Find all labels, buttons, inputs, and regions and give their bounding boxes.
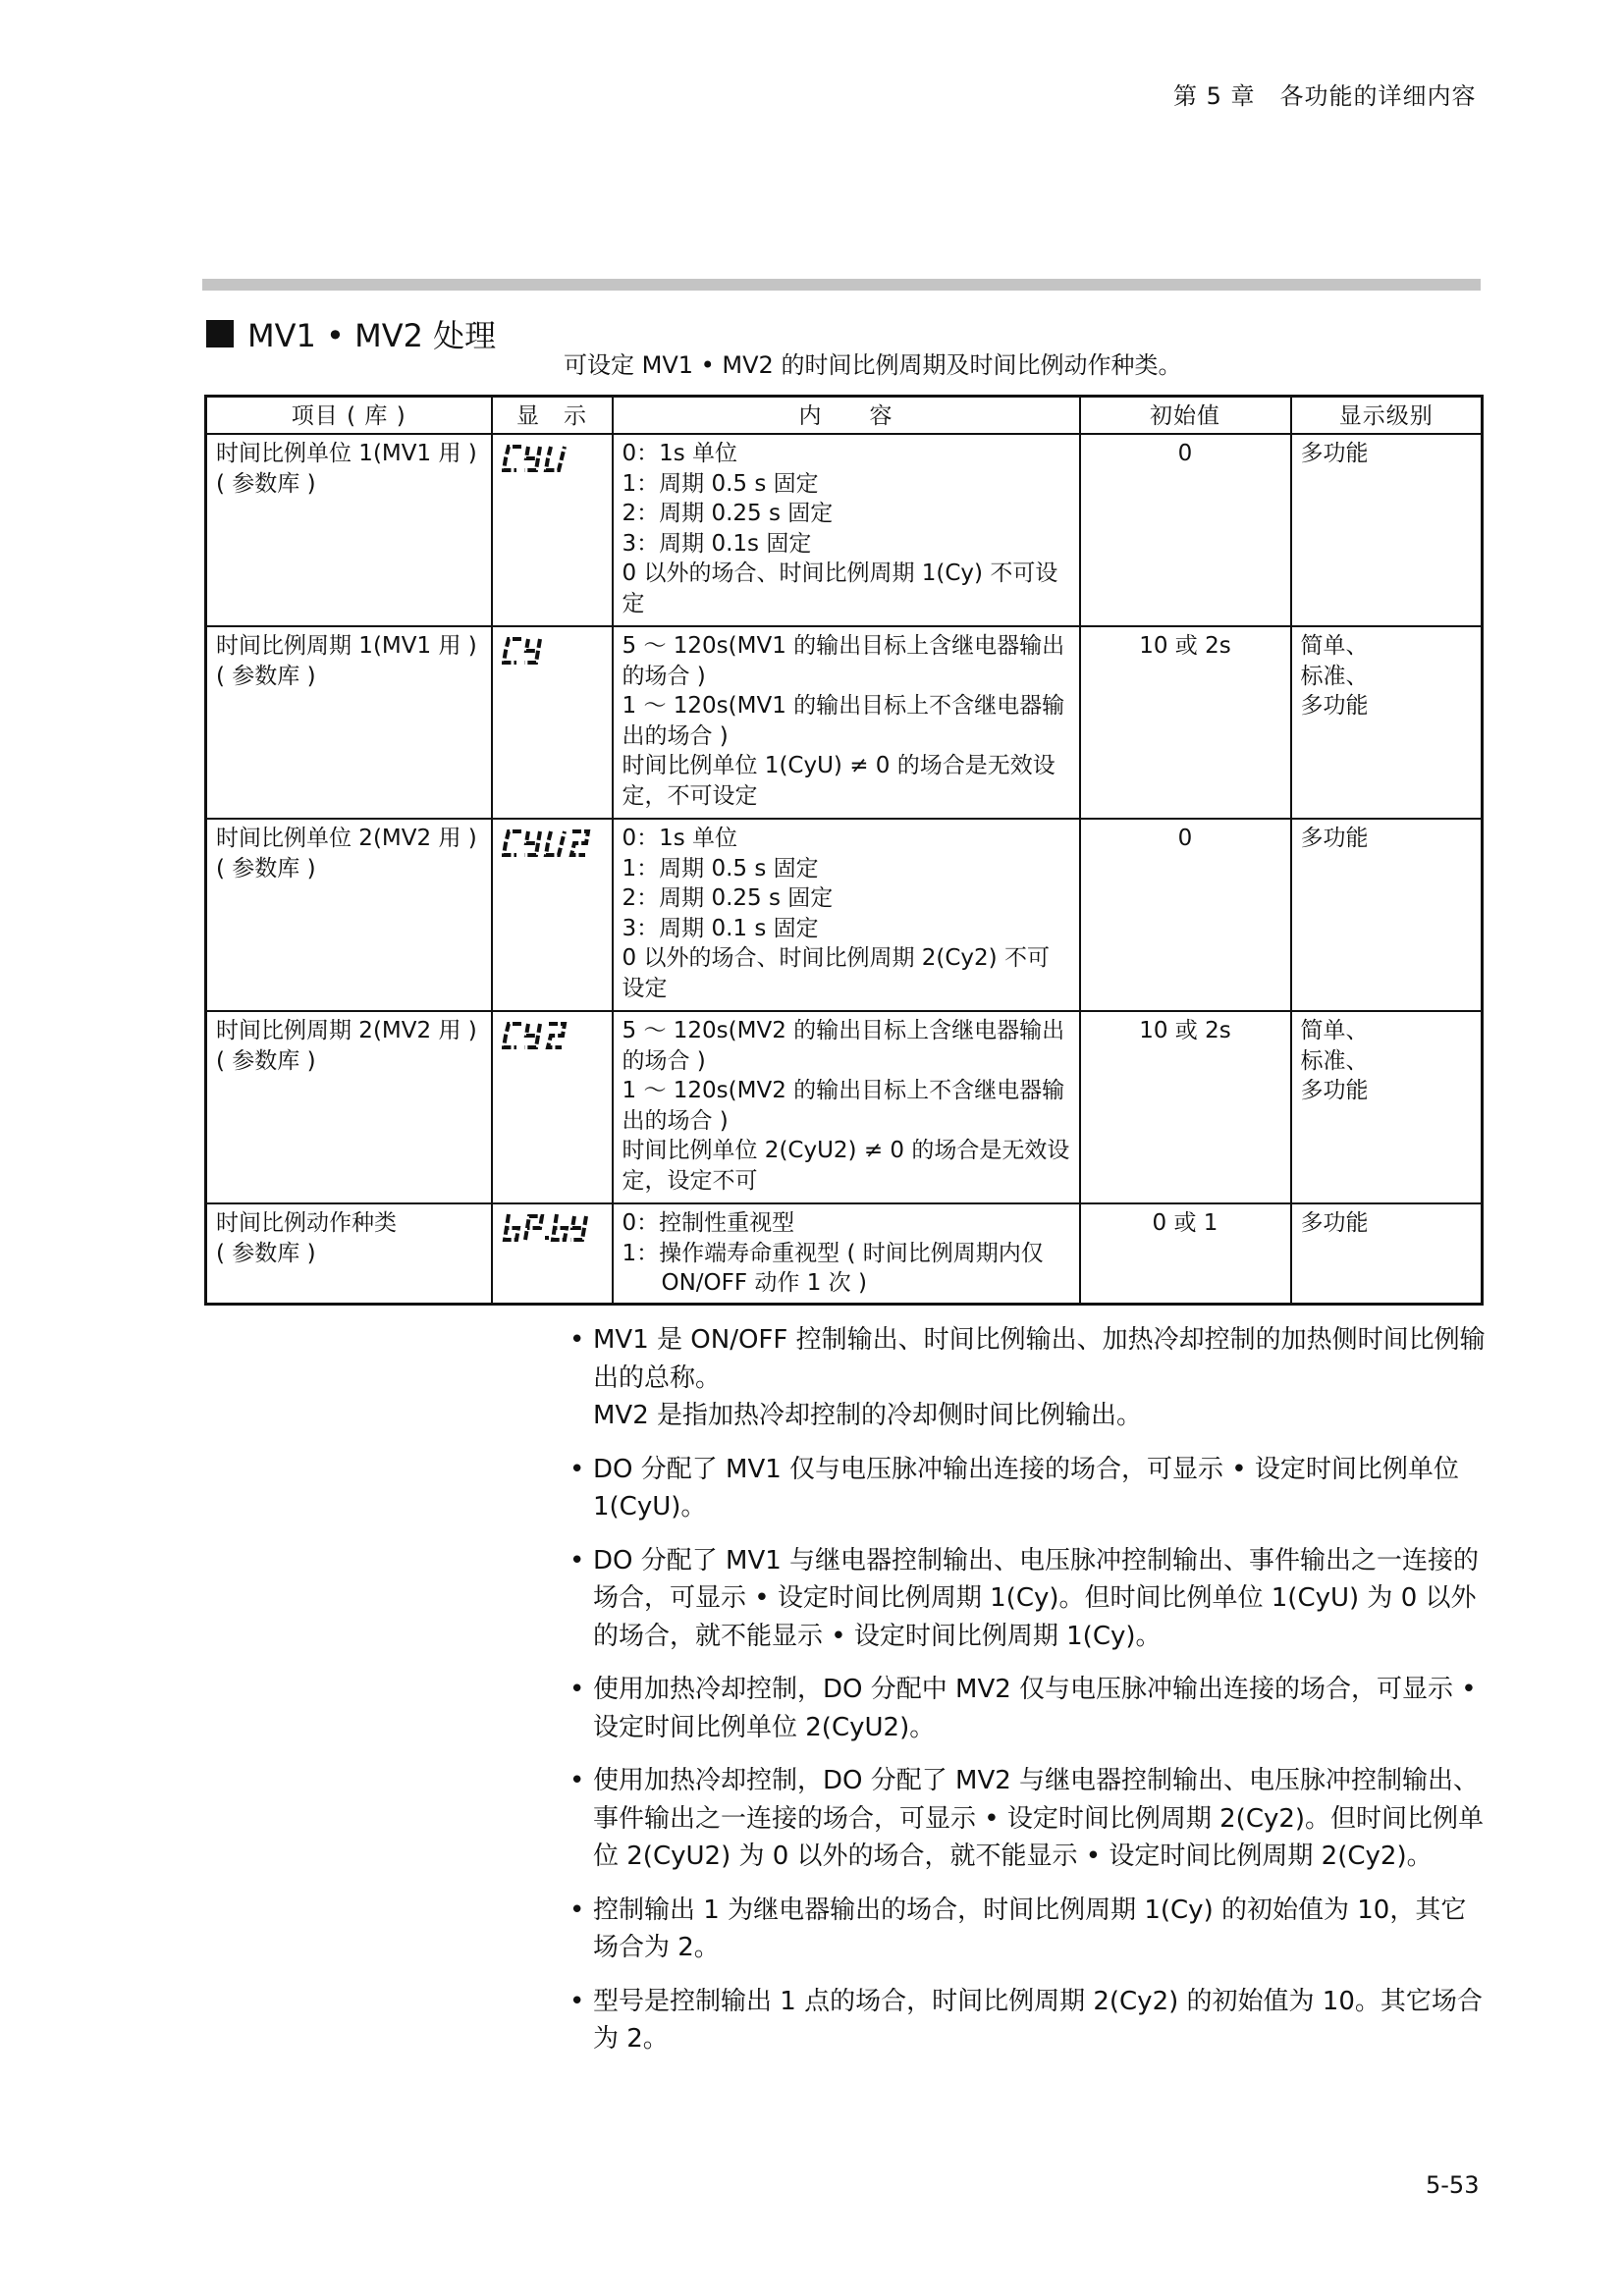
display-level: 标准、 — [1300, 1047, 1369, 1074]
content-line: 0：1s 单位 — [622, 826, 738, 851]
note-text: 型号是控制输出 1 点的场合，时间比例周期 2(Cy2) 的初始值为 10。其它场合为 2。 — [593, 1986, 1483, 2054]
bullet-icon: • — [569, 1895, 585, 1925]
note-text: MV1 是 ON/OFF 控制输出、时间比例输出、加热冷却控制的加热侧时间比例输出的总称。 — [593, 1325, 1486, 1393]
display-cell — [492, 819, 613, 1011]
chapter-header: 第 5 章 各功能的详细内容 — [1173, 82, 1477, 110]
display-level-cell — [1291, 819, 1483, 1011]
list-item — [569, 1671, 1487, 1746]
item-name: 时间比例单位 1(MV1 用 ) — [216, 441, 477, 466]
content-line: 3：周期 0.1s 固定 — [622, 530, 812, 557]
note-text: 使用加热冷却控制，DO 分配了 MV2 与继电器控制输出、电压脉冲控制输出、事件输出之一连接的场合，可显示 • 设定时间比例周期 2(Cy2)。但时间比例单位 2(CyU2) 为 0 以外的场合，就不能显示 • 设定时间比例周期 2(Cy2)。 — [593, 1766, 1485, 1871]
segment-display-tpty — [502, 1212, 596, 1244]
item-name: 时间比例周期 1(MV1 用 ) — [216, 633, 477, 659]
header-display: 显 示 — [492, 397, 613, 435]
display-level: 标准、 — [1300, 663, 1369, 689]
content-line: 1：操作端寿命重视型 ( 时间比例周期内仅 — [622, 1240, 1044, 1266]
content-line: 5 ～ 120s(MV1 的输出目标上含继电器输出的场合 ) — [622, 633, 1065, 689]
display-level: 多功能 — [1300, 1210, 1369, 1236]
list-item — [569, 1762, 1487, 1876]
header-content: 内 容 — [613, 397, 1080, 435]
parameter-table — [204, 395, 1484, 1306]
display-level: 简单、 — [1300, 1018, 1369, 1043]
display-level: 多功能 — [1300, 441, 1369, 466]
item-cell — [206, 1011, 492, 1203]
item-bank: ( 参数库 ) — [216, 663, 316, 689]
square-bullet-icon — [206, 320, 234, 347]
content-cell — [613, 819, 1080, 1011]
segment-display-cyu — [502, 443, 570, 474]
bullet-icon: • — [569, 1766, 585, 1795]
initial-value-cell: 10 或 2s — [1080, 626, 1291, 819]
list-item — [569, 1321, 1487, 1435]
item-name: 时间比例动作种类 — [216, 1210, 397, 1236]
section-intro: 可设定 MV1 • MV2 的时间比例周期及时间比例动作种类。 — [564, 351, 1182, 379]
content-line: 时间比例单位 2(CyU2) ≠ 0 的场合是无效设定，设定不可 — [622, 1138, 1070, 1194]
display-cell — [492, 1011, 613, 1203]
page-number: 5-53 — [1426, 2171, 1480, 2199]
content-line: 0：1s 单位 — [622, 441, 738, 466]
display-level: 多功能 — [1300, 1078, 1369, 1103]
content-cell — [613, 1011, 1080, 1203]
display-level-cell — [1291, 1011, 1483, 1203]
item-bank: ( 参数库 ) — [216, 855, 316, 881]
table-row — [206, 1011, 1483, 1203]
initial-value-cell: 0 — [1080, 434, 1291, 626]
list-item — [569, 1983, 1487, 2058]
content-line: 2：周期 0.25 s 固定 — [622, 501, 834, 526]
initial-value-cell: 0 或 1 — [1080, 1203, 1291, 1304]
item-bank: ( 参数库 ) — [216, 1047, 316, 1074]
section-title — [206, 312, 496, 355]
content-line: 0 以外的场合、时间比例周期 2(Cy2) 不可设定 — [622, 945, 1050, 1001]
segment-display-cy2 — [502, 1020, 570, 1051]
display-cell — [492, 1203, 613, 1304]
content-line: 5 ～ 120s(MV2 的输出目标上含继电器输出的场合 ) — [622, 1018, 1065, 1074]
note-text: DO 分配了 MV1 仅与电压脉冲输出连接的场合，可显示 • 设定时间比例单位 1(CyU)。 — [593, 1454, 1459, 1522]
item-bank: ( 参数库 ) — [216, 1240, 316, 1266]
bullet-icon: • — [569, 1454, 585, 1484]
table-row — [206, 626, 1483, 819]
content-line: 0 以外的场合、时间比例周期 1(Cy) 不可设定 — [622, 561, 1058, 616]
item-bank: ( 参数库 ) — [216, 470, 316, 497]
display-cell — [492, 434, 613, 626]
display-level-cell — [1291, 1203, 1483, 1304]
content-line: 1 ～ 120s(MV1 的输出目标上不含继电器输出的场合 ) — [622, 693, 1065, 749]
content-line: ON/OFF 动作 1 次 ) — [661, 1270, 867, 1296]
header-initial: 初始值 — [1080, 397, 1291, 435]
content-cell — [613, 1203, 1080, 1304]
section-title-text: MV1 • MV2 处理 — [247, 317, 497, 354]
content-line: 1：周期 0.5 s 固定 — [622, 855, 819, 881]
segment-display-cy — [502, 635, 549, 670]
content-line: 时间比例单位 1(CyU) ≠ 0 的场合是无效设定，不可设定 — [622, 753, 1056, 809]
content-line: 1 ～ 120s(MV2 的输出目标上不含继电器输出的场合 ) — [622, 1078, 1065, 1134]
item-cell — [206, 434, 492, 626]
display-level-cell — [1291, 626, 1483, 819]
bullet-icon: • — [569, 1986, 585, 2016]
notes-list — [569, 1321, 1487, 2074]
display-level-cell — [1291, 434, 1483, 626]
bullet-icon: • — [569, 1675, 585, 1704]
display-level: 多功能 — [1300, 693, 1369, 719]
list-item — [569, 1892, 1487, 1967]
item-name: 时间比例周期 2(MV2 用 ) — [216, 1018, 477, 1043]
table-row — [206, 819, 1483, 1011]
table-header-row — [206, 397, 1483, 435]
display-level: 简单、 — [1300, 633, 1369, 659]
item-name: 时间比例单位 2(MV2 用 ) — [216, 826, 477, 851]
segment-display-cyu2 — [502, 828, 594, 859]
table-row — [206, 1203, 1483, 1304]
initial-value-cell: 10 或 2s — [1080, 1011, 1291, 1203]
note-text: DO 分配了 MV1 与继电器控制输出、电压脉冲控制输出、事件输出之一连接的场合，可显示 • 设定时间比例周期 1(Cy)。但时间比例单位 1(CyU) 为 0 以外的场合，就不能显示 • 设定时间比例周期 1(Cy)。 — [593, 1545, 1480, 1651]
header-level: 显示级别 — [1291, 397, 1483, 435]
header-item: 项目 ( 库 ) — [206, 397, 492, 435]
content-line: 2：周期 0.25 s 固定 — [622, 885, 834, 911]
note-text: MV2 是指加热冷却控制的冷却侧时间比例输出。 — [593, 1401, 1143, 1430]
bullet-icon: • — [569, 1545, 585, 1575]
bullet-icon: • — [569, 1325, 585, 1355]
item-cell — [206, 626, 492, 819]
list-item — [569, 1542, 1487, 1656]
display-level: 多功能 — [1300, 826, 1369, 851]
note-text: 使用加热冷却控制，DO 分配中 MV2 仅与电压脉冲输出连接的场合，可显示 • 设定时间比例单位 2(CyU2)。 — [593, 1675, 1477, 1742]
section-divider — [202, 279, 1481, 291]
display-cell — [492, 626, 613, 819]
item-cell — [206, 1203, 492, 1304]
content-cell — [613, 434, 1080, 626]
content-line: 0：控制性重视型 — [622, 1210, 795, 1236]
list-item — [569, 1451, 1487, 1526]
content-line: 1：周期 0.5 s 固定 — [622, 470, 819, 497]
initial-value-cell: 0 — [1080, 819, 1291, 1011]
item-cell — [206, 819, 492, 1011]
table-row — [206, 434, 1483, 626]
content-line: 3：周期 0.1 s 固定 — [622, 915, 819, 941]
content-cell — [613, 626, 1080, 819]
note-text: 控制输出 1 为继电器输出的场合，时间比例周期 1(Cy) 的初始值为 10，其它场合为 2。 — [593, 1895, 1467, 1962]
